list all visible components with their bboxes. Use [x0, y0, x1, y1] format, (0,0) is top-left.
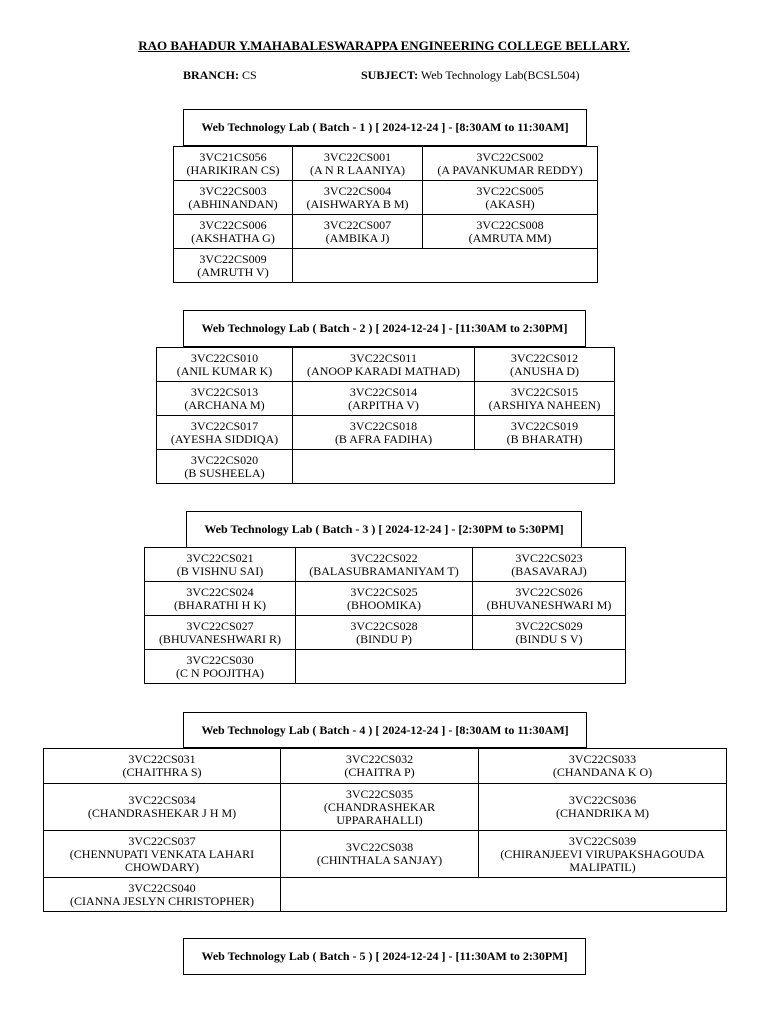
student-cell: [281, 784, 479, 831]
student-usn: 3VC22CS025: [350, 584, 418, 599]
student-cell: [293, 416, 475, 450]
student-name: (BALASUBRAMANIYAM T): [309, 563, 459, 578]
student-usn: 3VC21CS056: [199, 149, 267, 164]
student-usn: 3VC22CS012: [510, 350, 579, 365]
student-cell: [293, 348, 475, 382]
table-row: [44, 784, 727, 831]
student-name: (B BHARATH): [506, 431, 583, 446]
student-name: (ANOOP KARADI MATHAD): [307, 363, 460, 378]
student-cell: [145, 616, 296, 650]
batch-roster-table: [156, 347, 615, 484]
student-usn: 3VC22CS028: [350, 618, 418, 633]
student-cell: [293, 382, 475, 416]
student-name: (AYESHA SIDDIQA): [170, 431, 279, 446]
student-name: (BHARATHI H K): [174, 597, 266, 612]
student-name: (B AFRA FADIHA): [334, 431, 433, 446]
student-cell: [157, 382, 293, 416]
student-usn: 3VC22CS014: [349, 384, 418, 399]
student-cell: [423, 215, 598, 249]
student-usn: 3VC22CS022: [350, 550, 418, 565]
student-name: (AKSHATHA G): [191, 230, 275, 245]
student-name: (BINDU P): [356, 631, 412, 646]
student-usn: 3VC22CS037: [128, 833, 196, 848]
student-usn: 3VC22CS007: [323, 217, 392, 232]
student-name: (ARPITHA V): [348, 397, 419, 412]
student-usn: 3VC22CS035: [345, 786, 414, 801]
student-usn: 3VC22CS023: [515, 550, 583, 565]
branch-info: [183, 68, 257, 83]
batch-title: Web Technology Lab ( Batch - 4 ) [ 2024-12-24 ] - [8:30AM to 11:30AM]: [183, 712, 587, 748]
subject-value: Web Technology Lab(BCSL504): [420, 68, 580, 82]
student-cell: [44, 784, 281, 831]
table-row: [157, 416, 615, 450]
student-usn: 3VC22CS031: [128, 752, 196, 766]
student-cell: [479, 784, 727, 831]
student-cell: [145, 650, 296, 684]
table-row: [174, 181, 598, 215]
student-cell: [296, 548, 473, 582]
student-cell: [475, 382, 615, 416]
student-usn: 3VC22CS015: [510, 384, 579, 399]
student-usn: 3VC22CS003: [199, 183, 267, 198]
table-row: [157, 382, 615, 416]
student-usn: 3VC22CS009: [199, 251, 267, 266]
empty-cell: [281, 878, 727, 912]
student-name: (ARCHANA M): [184, 397, 265, 412]
table-row: [44, 749, 727, 784]
student-usn: 3VC22CS027: [186, 618, 254, 633]
student-name: (CHANDRASHEKAR J H M): [87, 806, 237, 820]
student-usn: 3VC22CS013: [190, 384, 259, 399]
student-name: (BASAVARAJ): [511, 563, 587, 578]
batch-roster-table: [43, 748, 727, 912]
student-usn: 3VC22CS036: [568, 793, 637, 807]
student-name: (CHINTHALA SANJAY): [316, 853, 443, 867]
student-name: (CHAITHRA S): [122, 765, 202, 779]
student-name: (ARSHIYA NAHEEN): [488, 397, 601, 412]
student-usn: 3VC22CS001: [323, 149, 392, 164]
table-row: [157, 450, 615, 484]
student-usn: 3VC22CS011: [350, 350, 417, 365]
student-name: (A PAVANKUMAR REDDY): [437, 162, 583, 177]
table-row: [44, 831, 727, 878]
student-name: (CHENNUPATI VENKATA LAHARI CHOWDARY): [69, 846, 255, 874]
batch-title: Web Technology Lab ( Batch - 3 ) [ 2024-12-24 ] - [2:30PM to 5:30PM]: [186, 511, 582, 548]
student-name: (B SUSHEELA): [184, 465, 265, 480]
student-name: (BHUVANESHWARI R): [158, 631, 282, 646]
student-name: (CHANDRASHEKAR UPPARAHALLI): [323, 799, 436, 827]
empty-cell: [296, 650, 626, 684]
student-usn: 3VC22CS017: [190, 418, 259, 433]
student-name: (CHANDRIKA M): [556, 806, 649, 820]
student-name: (ANUSHA D): [510, 363, 579, 378]
student-usn: 3VC22CS021: [186, 550, 254, 565]
student-cell: [174, 215, 293, 249]
student-name: (AMRUTH V): [197, 264, 269, 279]
student-name: (C N POOJITHA): [176, 665, 264, 680]
student-usn: 3VC22CS030: [186, 652, 254, 667]
student-cell: [479, 831, 727, 878]
student-cell: [281, 749, 479, 784]
student-usn: 3VC22CS029: [515, 618, 583, 633]
student-cell: [44, 831, 281, 878]
empty-cell: [293, 450, 615, 484]
student-cell: [157, 416, 293, 450]
student-name: (CHANDANA K O): [552, 765, 653, 779]
student-usn: 3VC22CS008: [476, 217, 544, 232]
student-cell: [423, 147, 598, 181]
student-name: (B VISHNU SAI): [176, 563, 264, 578]
branch-value: CS: [242, 68, 257, 82]
table-row: [145, 582, 626, 616]
batch-roster-table: [144, 547, 626, 684]
student-cell: [145, 582, 296, 616]
student-cell: [473, 616, 626, 650]
student-cell: [473, 548, 626, 582]
table-row: [174, 215, 598, 249]
batch-title: Web Technology Lab ( Batch - 5 ) [ 2024-12-24 ] - [11:30AM to 2:30PM]: [183, 938, 586, 975]
student-name: (AKASH): [485, 196, 535, 211]
student-usn: 3VC22CS020: [190, 452, 259, 467]
student-cell: [174, 147, 293, 181]
student-name: (BHUVANESHWARI M): [486, 597, 612, 612]
student-usn: 3VC22CS033: [568, 752, 637, 766]
student-cell: [281, 831, 479, 878]
table-row: [44, 878, 727, 912]
student-name: (CHIRANJEEVI VIRUPAKSHAGOUDA MALIPATIL): [500, 846, 705, 874]
student-usn: 3VC22CS002: [476, 149, 544, 164]
empty-cell: [293, 249, 598, 283]
student-usn: 3VC22CS032: [345, 752, 414, 766]
student-name: (CIANNA JESLYN CHRISTOPHER): [70, 893, 254, 908]
student-name: (BINDU S V): [515, 631, 583, 646]
table-row: [145, 616, 626, 650]
student-name: (HARIKIRAN CS): [186, 162, 280, 177]
student-cell: [157, 450, 293, 484]
subject-info: [361, 68, 580, 83]
student-cell: [296, 616, 473, 650]
student-name: (CHAITRA P): [344, 765, 415, 779]
table-row: [157, 348, 615, 382]
student-usn: 3VC22CS004: [323, 183, 392, 198]
subject-label: SUBJECT:: [361, 68, 419, 82]
student-cell: [473, 582, 626, 616]
table-row: [174, 147, 598, 181]
batch-title: Web Technology Lab ( Batch - 1 ) [ 2024-12-24 ] - [8:30AM to 11:30AM]: [183, 109, 587, 146]
student-cell: [475, 416, 615, 450]
table-row: [145, 650, 626, 684]
student-name: (ANIL KUMAR K): [176, 363, 273, 378]
student-usn: 3VC22CS019: [510, 418, 579, 433]
student-cell: [293, 215, 423, 249]
student-usn: 3VC22CS034: [128, 793, 196, 807]
college-title: RAO BAHADUR Y.MAHABALESWARAPPA ENGINEERING COLLEGE BELLARY.: [138, 38, 630, 53]
student-name: (AISHWARYA B M): [306, 196, 409, 211]
student-cell: [293, 181, 423, 215]
student-usn: 3VC22CS038: [345, 840, 414, 854]
student-cell: [423, 181, 598, 215]
student-usn: 3VC22CS018: [349, 418, 418, 433]
student-name: (ABHINANDAN): [188, 196, 278, 211]
student-name: (BHOOMIKA): [347, 597, 421, 612]
batch-title: Web Technology Lab ( Batch - 2 ) [ 2024-12-24 ] - [11:30AM to 2:30PM]: [183, 310, 586, 347]
student-usn: 3VC22CS005: [476, 183, 544, 198]
student-usn: 3VC22CS024: [186, 584, 254, 599]
student-cell: [293, 147, 423, 181]
student-cell: [174, 249, 293, 283]
branch-label: BRANCH:: [183, 68, 239, 82]
student-cell: [44, 878, 281, 912]
student-usn: 3VC22CS006: [199, 217, 267, 232]
student-name: (AMRUTA MM): [468, 230, 552, 245]
student-usn: 3VC22CS026: [515, 584, 583, 599]
student-cell: [475, 348, 615, 382]
student-cell: [157, 348, 293, 382]
student-cell: [44, 749, 281, 784]
table-row: [174, 249, 598, 283]
student-cell: [145, 548, 296, 582]
student-cell: [479, 749, 727, 784]
student-usn: 3VC22CS040: [128, 880, 196, 895]
student-name: (A N R LAANIYA): [310, 162, 405, 177]
table-row: [145, 548, 626, 582]
student-usn: 3VC22CS039: [568, 833, 637, 848]
student-cell: [174, 181, 293, 215]
student-usn: 3VC22CS010: [190, 350, 259, 365]
student-name: (AMBIKA J): [325, 230, 390, 245]
batch-roster-table: [173, 146, 598, 283]
student-cell: [296, 582, 473, 616]
